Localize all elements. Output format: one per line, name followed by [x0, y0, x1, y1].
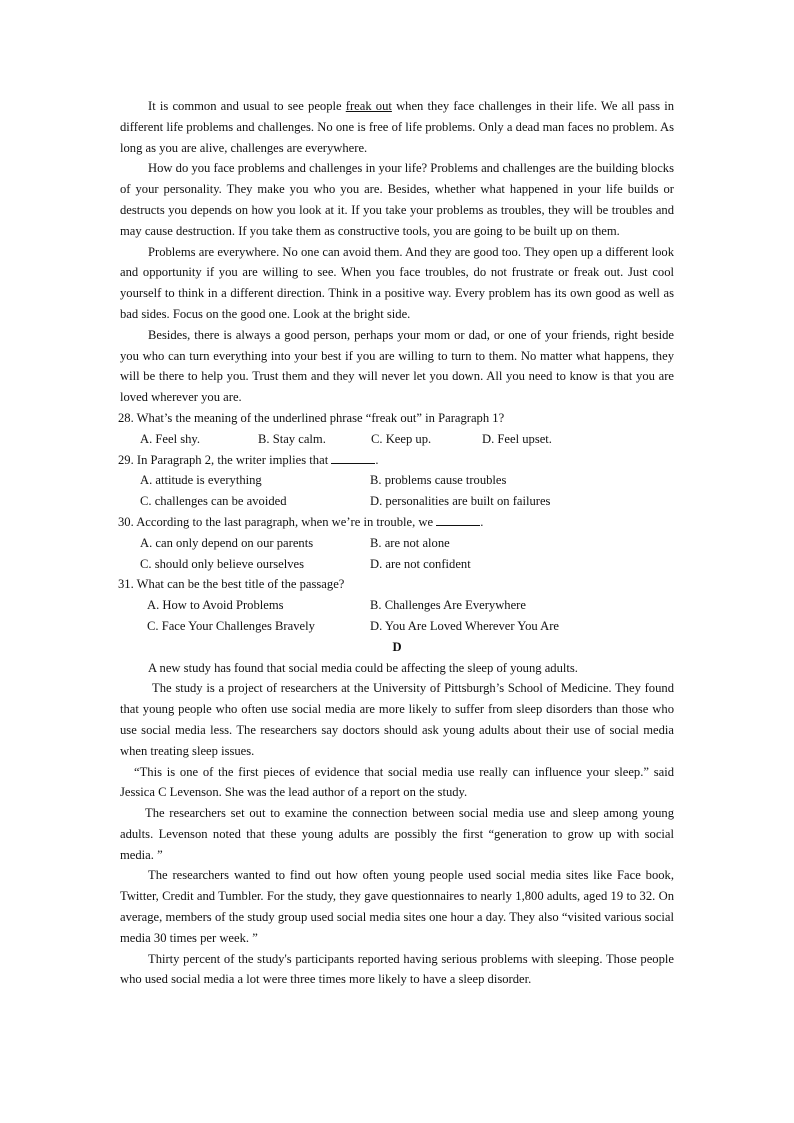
section-d-heading: D — [392, 639, 402, 654]
section-d-paragraph-1: A new study has found that social media could be affecting the sleep of young adults. — [148, 660, 578, 675]
question-28-options — [120, 429, 674, 450]
question-30-options-row-1 — [120, 533, 674, 554]
q29-option-a[interactable]: A. attitude is everything — [140, 473, 262, 488]
question-31-options-row-1 — [120, 595, 674, 616]
q31-option-b[interactable]: B. Challenges Are Everywhere — [370, 598, 526, 613]
answer-blank — [436, 513, 480, 526]
question-28-stem: 28. What’s the meaning of the underlined phrase “freak out” in Paragraph 1? — [118, 410, 505, 425]
q29-option-d[interactable]: D. personalities are built on failures — [370, 494, 551, 509]
question-30-options-row-2 — [120, 554, 674, 575]
q29-stem-text: 29. In Paragraph 2, the writer implies that — [118, 452, 329, 467]
section-d-paragraph-2: The study is a project of researchers at the University of Pittsburgh’s School of Medicine. They found that young people who often use social media are more likely to suffer from sleep disorders than those who use social media less. The researchers say doctors should ask young adults about their use of social media when treating sleep issues. — [120, 681, 674, 758]
question-29-options-row-1 — [120, 470, 674, 491]
q30-option-d[interactable]: D. are not confident — [370, 556, 471, 571]
q31-option-d[interactable]: D. You Are Loved Wherever You Are — [370, 618, 560, 633]
section-d-paragraph-5: The researchers wanted to find out how often young people used social media sites like Face book, Twitter, Credit and Tumbler. For the study, they gave questionnaires to nearly 1,800 adults, aged 19 to 32. On average, members of the study group used social media sites one hour a day. They also “visited various social media 30 times per week. ” — [120, 868, 674, 945]
q28-option-a[interactable]: A. Feel shy. — [140, 431, 201, 446]
passage-c-paragraph-1 — [120, 96, 674, 158]
question-31-stem: 31. What can be the best title of the passage? — [118, 577, 345, 592]
question-30-stem — [118, 512, 674, 533]
q30-option-c[interactable]: C. should only believe ourselves — [140, 556, 305, 571]
underlined-phrase: freak out — [345, 99, 392, 113]
q28-option-d[interactable]: D. Feel upset. — [482, 431, 552, 446]
q31-option-c[interactable]: C. Face Your Challenges Bravely — [147, 618, 315, 633]
q29-option-c[interactable]: C. challenges can be avoided — [140, 494, 287, 509]
q29-stem-end: . — [375, 452, 379, 467]
question-29-stem — [118, 450, 674, 471]
q30-option-b[interactable]: B. are not alone — [370, 535, 450, 550]
q30-option-a[interactable]: A. can only depend on our parents — [140, 535, 314, 550]
passage-c-paragraph-3: Problems are everywhere. No one can avoid them. And they are good too. They open up a different look and opportunity if you are willing to see. When you face troubles, do not frustrate or freak out. Just cool yourself to think in a different direction. Think in a positive way. Every problem has its own good as well as bad sides. Focus on the good one. Look at the bright side. — [120, 244, 674, 321]
question-31-options-row-2 — [120, 616, 674, 637]
passage-c-paragraph-4: Besides, there is always a good person, perhaps your mom or dad, or one of your friends, right beside you who can turn everything into your best if you are willing to turn to them. No matter what happens, they will be there to help you. Trust them and they will never let you down. All you need to know is that you are loved wherever you are. — [120, 327, 674, 405]
section-d-paragraph-4: The researchers set out to examine the connection between social media use and sleep among young adults. Levenson noted that these young adults are possibly the first “generation to grow up with social media. ” — [120, 806, 674, 862]
section-d-paragraph-3: “This is one of the first pieces of evidence that social media use really can influence your sleep.” said Jessica C Levenson. She was the lead author of a report on the study. — [120, 764, 674, 800]
q30-stem-end: . — [480, 514, 484, 529]
text-column — [120, 96, 674, 990]
question-29-options-row-2 — [120, 491, 674, 512]
q30-stem-text: 30. According to the last paragraph, when we’re in trouble, we — [118, 514, 434, 529]
p1-text-before: It is common and usual to see people — [148, 99, 346, 113]
section-d-paragraph-6: Thirty percent of the study's participants reported having serious problems with sleeping. Those people who used social media a lot were three times more likely to have a sleep disorder. — [120, 951, 674, 987]
q28-option-b[interactable]: B. Stay calm. — [258, 431, 326, 446]
passage-c-paragraph-2: How do you face problems and challenges in your life? Problems and challenges are the building blocks of your personality. They make you who you are. Besides, whether what happened in your life builds or destructs you depends on how you look at it. If you take your problems as troubles, they will be troubles and may cause destruction. If you take them as constructive tools, you are going to be built up on them. — [120, 161, 674, 238]
p1-text-after: when they face challenges in their life. We all pass in different life problems and challenges. No one is free of life problems. Only a dead man faces no problem. As long as you are alive, challenges are everywhere. — [120, 99, 674, 155]
q29-option-b[interactable]: B. problems cause troubles — [370, 473, 507, 488]
answer-blank — [331, 451, 375, 464]
q28-option-c[interactable]: C. Keep up. — [371, 431, 432, 446]
q31-option-a[interactable]: A. How to Avoid Problems — [147, 598, 284, 613]
